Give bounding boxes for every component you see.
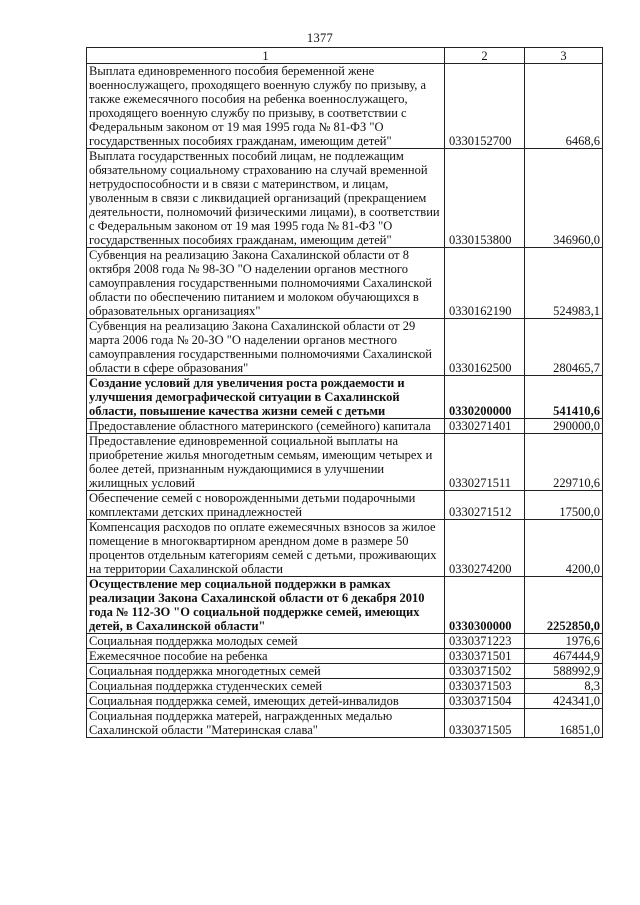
row-amount-cell: 588992,9 (525, 664, 603, 679)
row-amount-cell: 541410,6 (525, 376, 603, 419)
table-row (87, 577, 603, 634)
row-code-cell: 0330200000 (445, 376, 525, 419)
row-name-cell: Предоставление областного материнского (семейного) капитала (87, 419, 445, 434)
row-amount-cell: 467444,9 (525, 649, 603, 664)
header-col-3: 3 (525, 48, 603, 64)
table-row (87, 634, 603, 649)
row-code-cell: 0330162500 (445, 319, 525, 376)
row-amount-cell: 424341,0 (525, 694, 603, 709)
row-name-cell: Предоставление единовременной социальной выплаты на приобретение жилья многодетным семьям, имеющим четырех и более детей, признанным нуждающимися в улучшении жилищных условий (87, 434, 445, 491)
row-code-cell: 0330371504 (445, 694, 525, 709)
header-col-1: 1 (87, 48, 445, 64)
row-name-cell: Субвенция на реализацию Закона Сахалинской области от 8 октября 2008 года № 98-ЗО "О наделении органов местного самоуправления государственными полномочиями Сахалинской области по обеспечению питанием и молоком обучающихся в образовательных организациях" (87, 248, 445, 319)
row-name-cell: Социальная поддержка матерей, награжденных медалью Сахалинской области "Материнская слава" (87, 709, 445, 738)
row-name-cell: Выплата государственных пособий лицам, не подлежащим обязательному социальному страхованию на случай временной нетрудоспособности и в связи с материнством, и лицам, уволенным в связи с ликвидацией организаций (прекращением деятельности, полномочий физическими лицами), в соответствии с Федеральным законом от 19 мая 1995 года № 81-ФЗ "О государственных пособиях гражданам, имеющим детей" (87, 149, 445, 248)
table-row (87, 419, 603, 434)
row-name-cell: Социальная поддержка студенческих семей (87, 679, 445, 694)
row-amount-cell: 280465,7 (525, 319, 603, 376)
row-name-cell: Социальная поддержка семей, имеющих детей-инвалидов (87, 694, 445, 709)
page-number: 1377 (306, 31, 334, 45)
row-amount-cell: 16851,0 (525, 709, 603, 738)
table-row (87, 679, 603, 694)
table-row (87, 709, 603, 738)
row-code-cell: 0330271512 (445, 491, 525, 520)
row-code-cell: 0330371501 (445, 649, 525, 664)
table-row (87, 64, 603, 149)
row-code-cell: 0330371502 (445, 664, 525, 679)
row-name-cell: Осуществление мер социальной поддержки в рамках реализации Закона Сахалинской области от 6 декабря 2010 года № 112-ЗО "О социальной поддержке семей, имеющих детей, в Сахалинской области" (87, 577, 445, 634)
row-code-cell: 0330271401 (445, 419, 525, 434)
table-row (87, 491, 603, 520)
row-code-cell: 0330162190 (445, 248, 525, 319)
row-amount-cell: 17500,0 (525, 491, 603, 520)
table-row (87, 319, 603, 376)
row-code-cell: 0330153800 (445, 149, 525, 248)
row-name-cell: Компенсация расходов по оплате ежемесячных взносов за жилое помещение в многоквартирном арендном доме в размере 50 процентов отдельным категориям семей с детьми, проживающих на территории Сахалинской области (87, 520, 445, 577)
row-amount-cell: 2252850,0 (525, 577, 603, 634)
row-amount-cell: 6468,6 (525, 64, 603, 149)
table-row (87, 649, 603, 664)
row-amount-cell: 8,3 (525, 679, 603, 694)
row-amount-cell: 290000,0 (525, 419, 603, 434)
row-code-cell: 0330300000 (445, 577, 525, 634)
row-name-cell: Социальная поддержка многодетных семей (87, 664, 445, 679)
row-amount-cell: 4200,0 (525, 520, 603, 577)
budget-table (86, 47, 603, 738)
row-name-cell: Выплата единовременного пособия беременной жене военнослужащего, проходящего военную службу по призыву, а также ежемесячного пособия на ребенка военнослужащего, проходящего военную службу по призыву, в соответствии с Федеральным законом от 19 мая 1995 года № 81-ФЗ "О государственных пособиях гражданам, имеющим детей" (87, 64, 445, 149)
row-code-cell: 0330274200 (445, 520, 525, 577)
row-name-cell: Создание условий для увеличения роста рождаемости и улучшения демографической ситуации в Сахалинской области, повышение качества жизни семей с детьми (87, 376, 445, 419)
row-amount-cell: 346960,0 (525, 149, 603, 248)
table-header-row (87, 48, 603, 64)
row-amount-cell: 1976,6 (525, 634, 603, 649)
row-code-cell: 0330371505 (445, 709, 525, 738)
header-col-2: 2 (445, 48, 525, 64)
row-code-cell: 0330271511 (445, 434, 525, 491)
table-row (87, 694, 603, 709)
row-name-cell: Ежемесячное пособие на ребенка (87, 649, 445, 664)
table-row (87, 248, 603, 319)
table-row (87, 664, 603, 679)
row-code-cell: 0330152700 (445, 64, 525, 149)
row-name-cell: Обеспечение семей с новорожденными детьми подарочными комплектами детских принадлежностей (87, 491, 445, 520)
row-name-cell: Социальная поддержка молодых семей (87, 634, 445, 649)
table-row (87, 434, 603, 491)
table-row (87, 520, 603, 577)
row-code-cell: 0330371223 (445, 634, 525, 649)
row-name-cell: Субвенция на реализацию Закона Сахалинской области от 29 марта 2006 года № 20-ЗО "О наделении органов местного самоуправления государственными полномочиями Сахалинской области в сфере образования" (87, 319, 445, 376)
row-code-cell: 0330371503 (445, 679, 525, 694)
table-row (87, 149, 603, 248)
table-row (87, 376, 603, 419)
row-amount-cell: 524983,1 (525, 248, 603, 319)
row-amount-cell: 229710,6 (525, 434, 603, 491)
